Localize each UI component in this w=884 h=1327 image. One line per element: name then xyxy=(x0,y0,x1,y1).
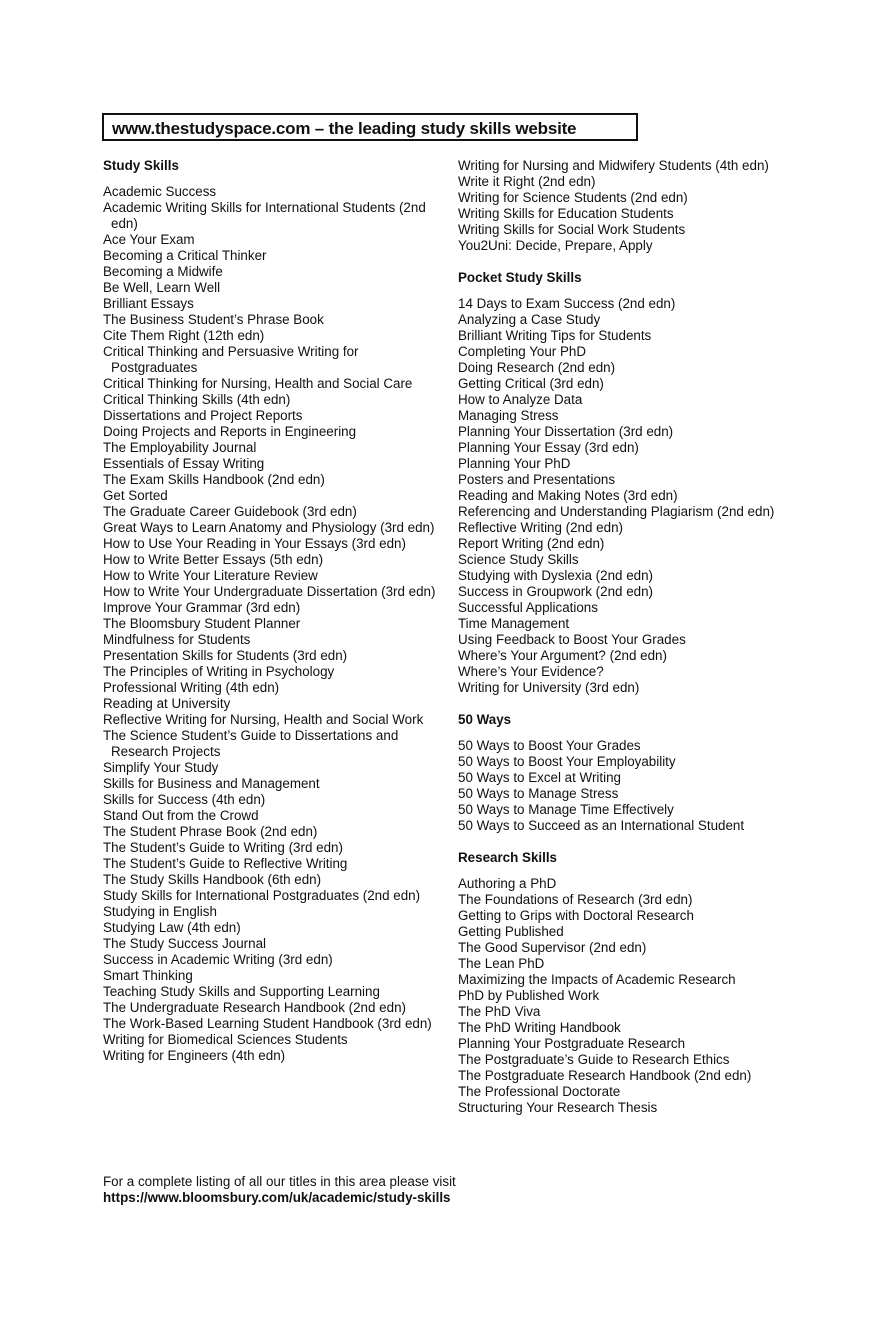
book-title: Essentials of Essay Writing xyxy=(103,456,265,471)
book-title: Authoring a PhD xyxy=(458,876,557,891)
book-title: How to Analyze Data xyxy=(458,392,583,407)
book-title: Reading at University xyxy=(103,696,231,711)
book-title: The Good Supervisor (2nd edn) xyxy=(458,940,647,955)
book-title: How to Write Your Literature Review xyxy=(103,568,318,583)
book-title: Success in Academic Writing (3rd edn) xyxy=(103,952,333,967)
section-heading-50-ways: 50 Ways xyxy=(458,712,512,727)
book-title: Writing for University (3rd edn) xyxy=(458,680,640,695)
book-title: The Foundations of Research (3rd edn) xyxy=(458,892,693,907)
book-title: Teaching Study Skills and Supporting Learning xyxy=(103,984,380,999)
book-title: 14 Days to Exam Success (2nd edn) xyxy=(458,296,676,311)
book-title: Presentation Skills for Students (3rd edn) xyxy=(103,648,348,663)
section-heading-study-skills: Study Skills xyxy=(103,158,179,173)
book-title: The Lean PhD xyxy=(458,956,545,971)
book-title: 50 Ways to Succeed as an International Student xyxy=(458,818,745,833)
book-title: Structuring Your Research Thesis xyxy=(458,1100,658,1115)
study-skills-list xyxy=(103,184,448,1064)
book-title: Ace Your Exam xyxy=(103,232,195,247)
book-title: Reflective Writing (2nd edn) xyxy=(458,520,623,535)
book-title: The Study Success Journal xyxy=(103,936,267,951)
book-title: Writing for Biomedical Sciences Students xyxy=(103,1032,348,1047)
section-heading-pocket-study-skills: Pocket Study Skills xyxy=(458,270,582,285)
book-title: Get Sorted xyxy=(103,488,168,503)
book-title: Writing for Science Students (2nd edn) xyxy=(458,190,688,205)
book-title: You2Uni: Decide, Prepare, Apply xyxy=(458,238,653,253)
book-title: Skills for Success (4th edn) xyxy=(103,792,266,807)
book-title: Using Feedback to Boost Your Grades xyxy=(458,632,686,647)
book-title: The Professional Doctorate xyxy=(458,1084,621,1099)
section-heading-research-skills: Research Skills xyxy=(458,850,558,865)
book-title: Mindfulness for Students xyxy=(103,632,251,647)
book-title: Skills for Business and Management xyxy=(103,776,320,791)
website-banner xyxy=(102,113,638,141)
book-title: Studying in English xyxy=(103,904,217,919)
book-title: The Business Student’s Phrase Book xyxy=(103,312,324,327)
book-title: Where’s Your Argument? (2nd edn) xyxy=(458,648,667,663)
book-title: Improve Your Grammar (3rd edn) xyxy=(103,600,301,615)
book-title: Academic Success xyxy=(103,184,217,199)
book-title: Dissertations and Project Reports xyxy=(103,408,303,423)
book-title: 50 Ways to Boost Your Employability xyxy=(458,754,676,769)
book-title: The Student’s Guide to Reflective Writing xyxy=(103,856,348,871)
book-title: 50 Ways to Boost Your Grades xyxy=(458,738,641,753)
book-title: Professional Writing (4th edn) xyxy=(103,680,280,695)
book-title: Reflective Writing for Nursing, Health and Social Work xyxy=(103,712,424,727)
book-title: The PhD Writing Handbook xyxy=(458,1020,621,1035)
book-title: Analyzing a Case Study xyxy=(458,312,601,327)
book-title: Planning Your PhD xyxy=(458,456,571,471)
book-title: Academic Writing Skills for International Students (2nd edn) xyxy=(103,200,426,231)
book-title: Stand Out from the Crowd xyxy=(103,808,259,823)
fifty-ways-list xyxy=(458,738,788,834)
book-title: Doing Projects and Reports in Engineering xyxy=(103,424,357,439)
book-title: Writing for Nursing and Midwifery Students (4th edn) xyxy=(458,158,769,173)
book-title: Critical Thinking Skills (4th edn) xyxy=(103,392,291,407)
book-title: Getting Critical (3rd edn) xyxy=(458,376,604,391)
book-title: Becoming a Midwife xyxy=(103,264,223,279)
book-title: Smart Thinking xyxy=(103,968,193,983)
book-title: Planning Your Dissertation (3rd edn) xyxy=(458,424,674,439)
book-title: Critical Thinking for Nursing, Health and Social Care xyxy=(103,376,413,391)
book-title: 50 Ways to Manage Time Effectively xyxy=(458,802,674,817)
book-title: The Science Student’s Guide to Dissertations and Research Projects xyxy=(103,728,399,759)
book-title: The Postgraduate’s Guide to Research Ethics xyxy=(458,1052,730,1067)
book-title: How to Write Better Essays (5th edn) xyxy=(103,552,324,567)
book-title: The Study Skills Handbook (6th edn) xyxy=(103,872,322,887)
book-title: PhD by Published Work xyxy=(458,988,600,1003)
left-column xyxy=(103,158,448,1064)
book-title: The Student Phrase Book (2nd edn) xyxy=(103,824,318,839)
book-title: Successful Applications xyxy=(458,600,598,615)
book-title: Maximizing the Impacts of Academic Research xyxy=(458,972,736,987)
book-title: Getting to Grips with Doctoral Research xyxy=(458,908,694,923)
footer-text: For a complete listing of all our titles in this area please visit xyxy=(103,1174,456,1189)
book-title: Doing Research (2nd edn) xyxy=(458,360,616,375)
book-title: Becoming a Critical Thinker xyxy=(103,248,267,263)
book-title: How to Write Your Undergraduate Dissertation (3rd edn) xyxy=(103,584,436,599)
book-title: Study Skills for International Postgraduates (2nd edn) xyxy=(103,888,421,903)
book-title: The Student’s Guide to Writing (3rd edn) xyxy=(103,840,343,855)
book-title: Writing for Engineers (4th edn) xyxy=(103,1048,286,1063)
banner-text: www.thestudyspace.com – the leading study skills website xyxy=(112,119,577,138)
book-title: Writing Skills for Social Work Students xyxy=(458,222,686,237)
book-title: Simplify Your Study xyxy=(103,760,219,775)
book-title: Studying with Dyslexia (2nd edn) xyxy=(458,568,654,583)
book-title: Science Study Skills xyxy=(458,552,579,567)
book-title: The Principles of Writing in Psychology xyxy=(103,664,335,679)
book-title: Success in Groupwork (2nd edn) xyxy=(458,584,654,599)
book-title: Reading and Making Notes (3rd edn) xyxy=(458,488,678,503)
research-skills-list xyxy=(458,876,788,1116)
book-title: The Work-Based Learning Student Handbook (3rd edn) xyxy=(103,1016,432,1031)
book-title: The Bloomsbury Student Planner xyxy=(103,616,301,631)
book-title: Great Ways to Learn Anatomy and Physiology (3rd edn) xyxy=(103,520,435,535)
book-title: The Exam Skills Handbook (2nd edn) xyxy=(103,472,325,487)
book-title: The Graduate Career Guidebook (3rd edn) xyxy=(103,504,357,519)
book-title: 50 Ways to Manage Stress xyxy=(458,786,619,801)
book-title: Report Writing (2nd edn) xyxy=(458,536,605,551)
book-title: Where’s Your Evidence? xyxy=(458,664,604,679)
study-skills-list-continued xyxy=(458,158,788,254)
right-column xyxy=(458,158,788,1116)
book-title: Referencing and Understanding Plagiarism (2nd edn) xyxy=(458,504,775,519)
footer xyxy=(103,1174,456,1206)
book-title: Brilliant Essays xyxy=(103,296,194,311)
book-title: How to Use Your Reading in Your Essays (3rd edn) xyxy=(103,536,406,551)
book-title: The PhD Viva xyxy=(458,1004,541,1019)
book-title: The Undergraduate Research Handbook (2nd edn) xyxy=(103,1000,406,1015)
book-title: Be Well, Learn Well xyxy=(103,280,221,295)
book-title: Studying Law (4th edn) xyxy=(103,920,241,935)
book-title: 50 Ways to Excel at Writing xyxy=(458,770,621,785)
book-title: The Postgraduate Research Handbook (2nd edn) xyxy=(458,1068,752,1083)
pocket-study-skills-list xyxy=(458,296,788,696)
book-title: Brilliant Writing Tips for Students xyxy=(458,328,652,343)
book-title: Completing Your PhD xyxy=(458,344,587,359)
book-title: Managing Stress xyxy=(458,408,559,423)
book-title: Planning Your Postgraduate Research xyxy=(458,1036,686,1051)
book-title: Planning Your Essay (3rd edn) xyxy=(458,440,639,455)
footer-url-link[interactable]: https://www.bloomsbury.com/uk/academic/study-skills xyxy=(103,1190,451,1205)
book-title: Time Management xyxy=(458,616,570,631)
book-title: Critical Thinking and Persuasive Writing for Postgraduates xyxy=(103,344,359,375)
book-title: Writing Skills for Education Students xyxy=(458,206,674,221)
book-title: Write it Right (2nd edn) xyxy=(458,174,596,189)
book-title: Cite Them Right (12th edn) xyxy=(103,328,265,343)
book-title: Getting Published xyxy=(458,924,564,939)
book-title: The Employability Journal xyxy=(103,440,257,455)
book-title: Posters and Presentations xyxy=(458,472,616,487)
